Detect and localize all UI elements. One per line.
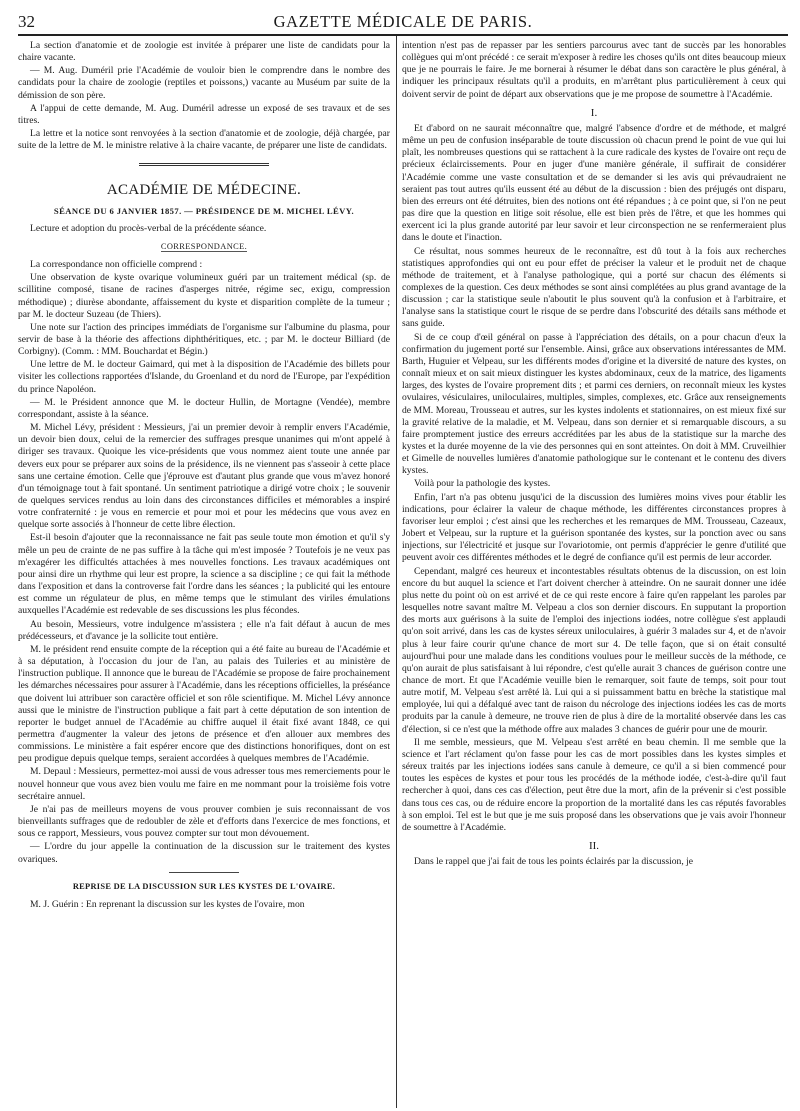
section-number: I. — [590, 106, 598, 119]
paragraph: Lecture et adoption du procès-verbal de la précédente séance. — [30, 222, 267, 234]
paragraph: Dans le rappel que j'ai fait de tous les points éclairés par la discussion, je — [414, 856, 694, 868]
page-header — [18, 12, 788, 34]
page-number: 32 — [18, 12, 35, 31]
small-rule — [169, 872, 239, 873]
paragraph: — M. le Président annonce que M. le docteur Hullin, de Mortagne (Vendée), membre correspondant, assiste à la séance. — [18, 396, 390, 420]
paragraph: Et d'abord on ne saurait méconnaître que, malgré l'absence d'ordre et de méthode, et malgré même un peu de confusion inséparable de toute discussion où chacun prend le point de vue qui lui plaît, les nombreuses questions qui se rattachent à la cure radicale des kystes de l'ovaire ont reçu de précieux éclaircissements. Pour en juger d'une manière générale, il suffirait de considérer l'Académie comme une vaste consultation et de se demander si les avis qui prévaudraient ne seraient pas tout autres qu'ils eussent été au début de la discussion : bien des préjugés ont disparu, bien des erreurs ont été détruites, bien des notions ont été répandues ; à ce point que, si l'on ne peut pas dire que la question en litige soit résolue, elle est bien près de l'être, et que les hommes qui exercent ici la plus grande autorité par leur savoir et leur circonspection ne se renfermeraient plus dans le doute et l'inaction. — [402, 122, 786, 244]
paragraph: Voilà pour la pathologie des kystes. — [414, 478, 551, 490]
paragraph: M. Depaul : Messieurs, permettez-moi aussi de vous adresser tous mes remerciements pour le nouvel honneur que vous avez bien voulu me faire en me nommant pour la troisième fois votre secrétaire annuel. — [18, 766, 390, 802]
paragraph: Est-il besoin d'ajouter que la reconnaissance ne fait pas seule toute mon émotion et qu'il s'y mêle un peu de crainte de ne pas suffire à la tâche qui m'est imposée ? Toutefois je ne veux pas m'exagérer les difficultés attachées à mes nouvelles fonctions. Les travaux académiques ont pour ainsi dire un rhythme qui leur est propre, la science a sa discipline ; ce qui fait la méthode dans l'exposition et dans la controverse fait l'ordre dans les séances ; la publicité qui les entoure est comme un régulateur de plus, en même temps que le stimulant des viriles émulations auxquelles l'Académie est redevable de ses discussions les plus fécondes. — [18, 532, 390, 617]
right-column — [402, 40, 786, 1108]
section-title: ACADÉMIE DE MÉDECINE. — [106, 182, 302, 199]
subheading: REPRISE DE LA DISCUSSION SUR LES KYSTES DE L'OVAIRE. — [72, 881, 336, 891]
paragraph: Si de ce coup d'œil général on passe à l'appréciation des détails, on a pour chacun d'eux la confirmation du jugement porté sur l'ensemble. Ainsi, grâce aux observations intéressantes de MM. Barth, Huguier et Velpeau, sur les différents modes d'origine et la diversité de nature des kystes, on connaît mieux et on sait mieux distinguer les kystes abdominaux, ceux de la matrice, des ligaments larges, des kystes de l'ovaire proprement dits ; et parmi ces derniers, on reconnaît mieux les kystes ovulaires, vésiculaires, uniloculaires, multiples, simples, complexes, etc. Grâce aux renseignements de MM. Moreau, Trousseau et autres, sur les kystes indolents et stationnaires, on est mieux fixé sur la gravité relative de la maladie, et M. Velpeau, dans son dernier et si remarquable discours, a su faire promptement justice des erreurs accréditées par les abus de la statistique sur la marche des kystes et la durée moyenne de la vie des personnes qui en sont atteintes. On doit à MM. Cruveilhier et Gimelle de nouvelles lumières d'anatomie pathologique sur le contenant et le contenu des divers kystes. — [402, 331, 786, 477]
left-column — [18, 40, 390, 1108]
paragraph: La lettre et la notice sont renvoyées à la section d'anatomie et de zoologie, déjà chargée, par suite de la lettre de M. le ministre relative à la chaire vacante, de préparer une liste de candidats. — [18, 128, 390, 152]
journal-title: GAZETTE MÉDICALE DE PARIS. — [273, 12, 533, 31]
paragraph: M. le président rend ensuite compte de la réception qui a été faite au bureau de l'Académie et à sa députation, à l'occasion du jour de l'an, au palais des Tuileries et au ministère de l'instruction publique. Il annonce que le bureau de l'Académie se propose de faire prochainement les démarches nécessaires pour assurer à l'Académie, dans les réceptions officielles, la préséance que doivent lui attribuer son caractère officiel et son rôle scientifique. M. Michel Lévy annonce aussi que le ministre de l'instruction publique a fait part à cette députation de son intention de reporter le budget annuel de l'Académie au chiffre auquel il était fixé avant 1848, ce qui permettra d'augmenter la valeur des jetons de présence et d'en allouer aux membres des commissions. Le ministère a fait espérer encore que des distinctions honorifiques, dont on est peu prodigue depuis quelque temps, seraient accordées à quelques membres de l'Académie. — [18, 643, 390, 765]
column-divider — [396, 36, 397, 1108]
paragraph: Une observation de kyste ovarique volumineux guéri par un traitement médical (sp. de scillitine composé, tisane de racines d'asperges nitrée, régime sec, exigu, compression méthodique) ; diurèse abondante, affaissement du kyste et disparition complète de la tumeur ; par M. le docteur Suzeau (de Thiers). — [18, 272, 390, 320]
paragraph: A l'appui de cette demande, M. Aug. Duméril adresse un exposé de ses travaux et de ses titres. — [18, 102, 390, 126]
section-number: II. — [588, 840, 600, 852]
correspondance-heading: CORRESPONDANCE. — [160, 241, 248, 251]
paragraph: — M. Aug. Duméril prie l'Académie de vouloir bien le comprendre dans le nombre des candidats pour la chaire de zoologie (reptiles et poissons,) vacante au Muséum par suite de la démission de son père. — [18, 65, 390, 101]
paragraph: La section d'anatomie et de zoologie est invitée à préparer une liste de candidats pour la chaire vacante. — [18, 40, 390, 64]
subheading — [18, 241, 390, 253]
header-rule — [18, 34, 788, 36]
paragraph: Cependant, malgré ces heureux et incontestables résultats obtenus de la discussion, on est loin encore du but auquel la science et l'art doivent chercher à atteindre. On ne saurait donner une idée plus nette du point où on est arrivé et de ce qui reste encore à faire qu'en rappelant les paroles par lesquelles notre savant maître M. Velpeau a clos son dernier discours. En supputant la proportion des morts aux guérisons à la suite de l'emploi des injections iodées, notre collègue s'est applaudi qu'on soit arrivé, dans les cas de kystes séreux uniloculaires, à guérir 3 malades sur 4, et de n'avoir plus à leur faire courir qu'une chance de mort sur 4. De telle façon, que si on était consulté aujourd'hui pour une malade dans les conditions voulues pour le meilleur succès de la méthode, ce qu'on aurait de plus satisfaisant à lui répondre, c'est qu'elle aurait 3 chances de guérison contre une chance de mort. Et que l'Académie veuille bien le remarquer, soit faute de temps, soit pour tout autre motif, M. Velpeau s'est arrêté là. Lui qui a si puissamment battu en brèche la statistique mal employée, lui qui a défalqué avec tant de raison du nécrologe des injections iodées les cas de morts produits par la canule à demeure, ne trouve rien de plus à dire de la mortalité observée dans les cas d'élection, si ce n'est que la méthode offre aux malades 3 chances de guérir pour une de mourir. — [402, 565, 786, 735]
paragraph: Au besoin, Messieurs, votre indulgence m'assistera ; elle n'a fait défaut à aucun de mes prédécesseurs, et d'avance je la sollicite tout entière. — [18, 618, 390, 642]
paragraph: M. J. Guérin : En reprenant la discussion sur les kystes de l'ovaire, mon — [30, 898, 305, 910]
paragraph: Je n'ai pas de meilleurs moyens de vous prouver combien je suis reconnaissant de vos bienveillants suffrages que de redoubler de zèle et d'efforts dans l'exercice de mes fonctions, et sous ce rapport, Messieurs, vous pouvez compter sur tout mon dévouement. — [18, 803, 390, 840]
paragraph: Une lettre de M. le docteur Gaimard, qui met à la disposition de l'Académie des billets pour visiter les collections rapportées d'Islande, du Groenland et du nord de l'Europe, par l'expédition du prince Napoléon. — [18, 359, 390, 395]
paragraph: Il me semble, messieurs, que M. Velpeau s'est arrêté en beau chemin. Il me semble que la science et l'art réclament qu'on fasse pour les cas de mort possibles dans les kystes simples et séreux traités par les injections iodées sans canule à demeure, ce qu'il a si bien commencé pour toutes les espèces de kystes et pour tous les procédés de la méthode iodée, c'est-à-dire qu'il faut rechercher à quoi, dans ces cas d'élection, peut être due la mort, afin de la prévenir si c'est possible dans tous ces cas, ou de réduire encore la proportion de la mortalité dans les cas réputés favorables à son emploi. Tel est le but que je me suis proposé dans les observations que je vais avoir l'honneur de soumettre à l'Académie. — [402, 736, 786, 833]
paragraph: — L'ordre du jour appelle la continuation de la discussion sur le traitement des kystes ovariques. — [18, 841, 390, 865]
section-separator — [139, 163, 269, 168]
paragraph: intention n'est pas de repasser par les sentiers parcourus avec tant de succès par les honorables collègues qui m'ont précédé : ce serait m'exposer à redire les choses qu'ils ont dites beaucoup mieux que je ne pourrais le faire. Je me bornerai à résumer le débat dans son caractère le plus général, à indiquer les principaux résultats qu'il a produits, en m'arrêtant plus particulièrement à ceux qui doivent servir de point de départ aux observations que je me propose de soumettre à l'Académie. — [402, 40, 786, 100]
paragraph: Enfin, l'art n'a pas obtenu jusqu'ici de la discussion des lumières moins vives pour établir les indications, pour éclairer la valeur de chaque méthode, les différentes circonstances propres à favoriser leur emploi ; c'est ainsi que les recherches et les remarques de MM. Trousseau, Cazeaux, Jobert et Velpeau, sur la rupture et la guérison spontanée des kystes, sur la ponction avec ou sans injections, sur l'électricité et jusque sur l'ovariotomie, ont permis d'apprécier le genre d'utilité que peuvent avoir ces différentes méthodes et le degré de confiance qu'il est permis de leur accorder. — [402, 491, 786, 564]
paragraph: La correspondance non officielle comprend : — [30, 259, 203, 271]
seance-line: SÉANCE DU 6 JANVIER 1857. — PRÉSIDENCE DE M. MICHEL LÉVY. — [53, 205, 355, 216]
paragraph: M. Michel Lévy, président : Messieurs, j'ai un premier devoir à remplir envers l'Académie, un devoir bien doux, celui de la remercier des suffrages presque unanimes qui m'ont appelé à diriger ses travaux. Quoique les vice-présidents que vous nommez aient toute une année par devers eux pour se préparer aux soins de la présidence, ils ne viennent pas s'asseoir à cette place sans une certaine émotion. Celle que j'éprouve est d'autant plus grande que vous m'avez honoré d'un témoignage tout à fait spontané. Un sentiment patriotique a dirigé votre choix ; le souvenir de quelques services rendus au loin dans des circonstances difficiles et mémorables a inspiré votre confraternité : je vous en remercie et pour moi et pour les médecins que vous avez en quelque sorte associés à l'honneur de cette libre élection. — [18, 422, 390, 531]
paragraph: Ce résultat, nous sommes heureux de le reconnaître, est dû tout à la fois aux recherches statistiques approfondies qui ont eu pour effet de préciser la valeur et le produit net de chaque méthode de traitement, et à l'analyse pathologique, qui a porté sur chacun des éléments si complexes de la question. Ces deux méthodes se sont ainsi complétées au plus grand avantage de la discussion ; car la statistique seule n'aboutit le plus souvent qu'à la confusion et à l'arbitraire, et l'analyse sans la statistique court le risque de se perdre dans l'obscurité des détails sans méthode et sans guide. — [402, 245, 786, 330]
paragraph: Une note sur l'action des principes immédiats de l'organisme sur l'albumine du plasma, pour servir de base à la théorie des affections diphthéritiques, etc. ; par M. le docteur Billiard (de Corbigny). (Comm. : MM. Bouchardat et Bégin.) — [18, 321, 390, 358]
